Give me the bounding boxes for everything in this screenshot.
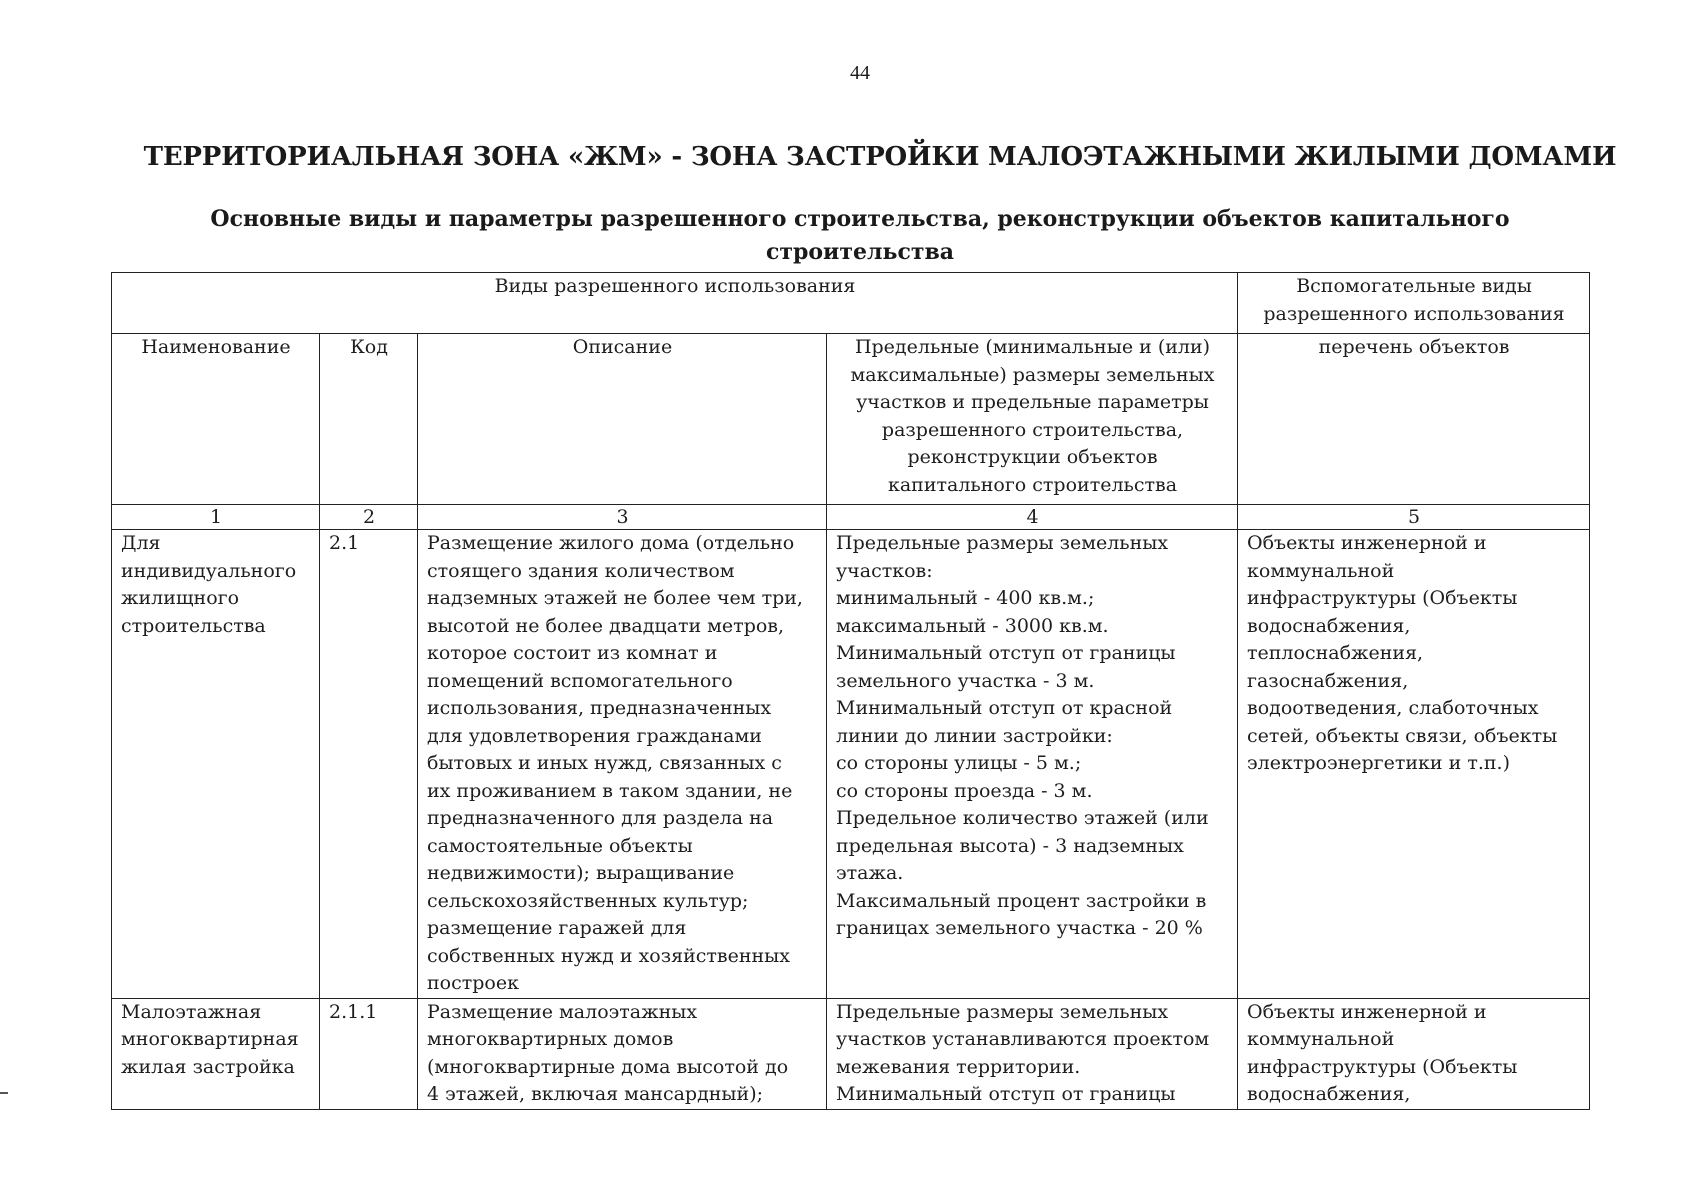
header-name: Наименование [112, 334, 320, 505]
row-description: Размещение жилого дома (отдельно стоящего здания количеством надземных этажей не более чем три, высотой не более двадцати метров, которое состоит из комнат и помещений вспомогательного использования, предназначенных для удовлетворения гражданами бытовых и иных нужд, связанных с их проживанием в таком здании, не предназначенного для раздела на самостоятельные объекты недвижимости); выращивание сельскохозяйственных культур; размещение гаражей для собственных нужд и хозяйственных построек [418, 530, 827, 999]
column-number: 4 [827, 505, 1238, 530]
section-subtitle [0, 203, 1697, 269]
row-name: Малоэтажная многоквартирная жилая застройка [112, 998, 320, 1109]
column-number: 3 [418, 505, 827, 530]
header-code: Код [320, 334, 418, 505]
header-description: Описание [418, 334, 827, 505]
group-header-aux: Вспомогательные виды разрешенного использования [1238, 273, 1590, 334]
table-row [112, 530, 1590, 999]
row-limits: Предельные размеры земельных участков устанавливаются проектом межевания территории. Минимальный отступ от границы [827, 998, 1238, 1109]
column-header-row [112, 334, 1590, 505]
subtitle-line-2: строительства [765, 239, 955, 265]
row-code: 2.1 [320, 530, 418, 999]
column-number: 5 [1238, 505, 1590, 530]
page-number: 44 [850, 62, 870, 84]
margin-mark [0, 1092, 8, 1094]
zone-title: ТЕРРИТОРИАЛЬНАЯ ЗОНА «ЖМ» - ЗОНА ЗАСТРОЙКИ МАЛОЭТАЖНЫМИ ЖИЛЫМИ ДОМАМИ [143, 142, 1617, 172]
row-code: 2.1.1 [320, 998, 418, 1109]
row-description: Размещение малоэтажных многоквартирных домов (многоквартирные дома высотой до 4 этажей, включая мансардный); [418, 998, 827, 1109]
row-name: Для индивидуального жилищного строительства [112, 530, 320, 999]
subtitle-line-1: Основные виды и параметры разрешенного строительства, реконструкции объектов капитального [210, 206, 1510, 232]
row-objects: Объекты инженерной и коммунальной инфраструктуры (Объекты водоснабжения, теплоснабжения, газоснабжения, водоотведения, слаботочных сетей, объекты связи, объекты электроэнергетики и т.п.) [1238, 530, 1590, 999]
header-limits: Предельные (минимальные и (или) максимальные) размеры земельных участков и предельные параметры разрешенного строительства, реконструкции объектов капитального строительства [827, 334, 1238, 505]
row-limits: Предельные размеры земельных участков: минимальный - 400 кв.м.; максимальный - 3000 кв.м. Минимальный отступ от границы земельного участка - 3 м. Минимальный отступ от красной линии до линии застройки: со стороны улицы - 5 м.; со стороны проезда - 3 м. Предельное количество этажей (или предельная высота) - 3 надземных этажа. Максимальный процент застройки в границах земельного участка - 20 % [827, 530, 1238, 999]
permitted-use-table [111, 272, 1590, 1110]
row-objects: Объекты инженерной и коммунальной инфраструктуры (Объекты водоснабжения, [1238, 998, 1590, 1109]
column-number: 2 [320, 505, 418, 530]
header-objects: перечень объектов [1238, 334, 1590, 505]
group-header-row [112, 273, 1590, 334]
group-header-main: Виды разрешенного использования [112, 273, 1238, 334]
column-number-row [112, 505, 1590, 530]
column-number: 1 [112, 505, 320, 530]
table-row [112, 998, 1590, 1109]
